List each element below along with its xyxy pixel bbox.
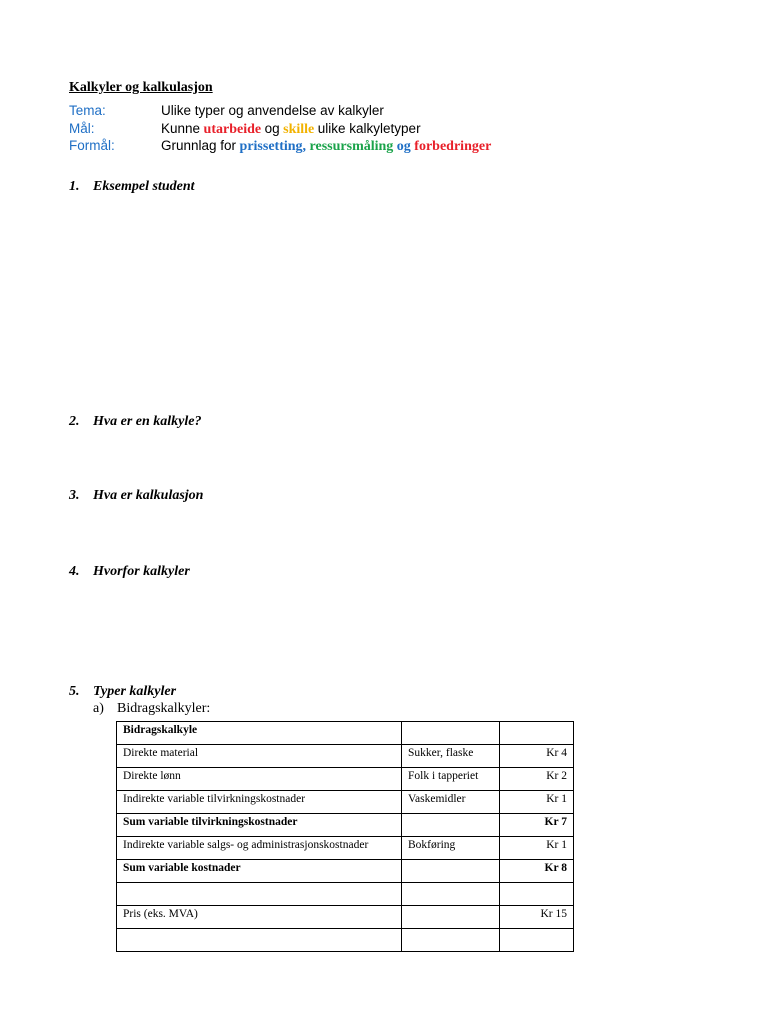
table-cell-label: Direkte material [117, 745, 402, 768]
section-4 [69, 564, 190, 580]
maal-word-skille: skille [283, 122, 315, 137]
section-1-title: Eksempel student [93, 179, 195, 194]
subsection-a [93, 701, 210, 717]
formaal-word-prissetting: prissetting, [239, 139, 307, 154]
maal-og: og [264, 121, 280, 136]
section-4-number: 4. [69, 564, 80, 579]
section-3-title: Hva er kalkulasjon [93, 488, 204, 503]
section-2 [69, 414, 201, 430]
table-cell-label [117, 837, 402, 860]
table-cell-example: Sukker, flaske [402, 745, 500, 768]
section-1 [69, 179, 195, 195]
table-cell-amount [500, 722, 574, 745]
formaal-word-ressursmaaling: ressursmåling [309, 139, 394, 154]
table-cell-amount: Kr 1 [500, 791, 574, 814]
section-1-number: 1. [69, 179, 80, 194]
subsection-a-title: Bidragskalkyler: [117, 701, 211, 716]
formaal-label: Formål: [69, 138, 115, 153]
section-2-number: 2. [69, 414, 80, 429]
table-row [117, 814, 574, 837]
table-cell-example [402, 722, 500, 745]
table-cell-example [402, 883, 500, 906]
table-row [117, 745, 574, 768]
tema-value [161, 103, 384, 120]
table-cell-label: Indirekte variable tilvirkningskostnader [117, 791, 402, 814]
table-row [117, 837, 574, 860]
subsection-a-number: a) [93, 701, 104, 716]
table-cell-amount: Kr 4 [500, 745, 574, 768]
table-cell-amount: Kr 7 [500, 814, 574, 837]
table-row [117, 722, 574, 745]
table-cell-label [117, 883, 402, 906]
table-cell-label [117, 929, 402, 952]
table-row [117, 791, 574, 814]
table-cell-label-text: Indirekte variable salgs- og administrasjonskostnader [123, 839, 369, 851]
formaal-prefix: Grunnlag for [161, 138, 237, 153]
table-cell-example [402, 814, 500, 837]
table-cell-label: Pris (eks. MVA) [117, 906, 402, 929]
table-cell-example: Bokføring [402, 837, 500, 860]
maal-suffix: ulike kalkyletyper [317, 121, 421, 136]
bidragskalkyle-table [116, 721, 574, 952]
table-cell-amount [500, 883, 574, 906]
table-cell-example: Folk i tapperiet [402, 768, 500, 791]
table-cell-example [402, 860, 500, 883]
table-cell-amount: Kr 8 [500, 860, 574, 883]
table-row [117, 768, 574, 791]
maal-label: Mål: [69, 121, 95, 136]
section-5 [69, 684, 176, 700]
table-cell-label: Bidragskalkyle [117, 722, 402, 745]
section-3-number: 3. [69, 488, 80, 503]
table-row [117, 929, 574, 952]
table-cell-label: Direkte lønn [117, 768, 402, 791]
maal-prefix: Kunne [161, 121, 201, 136]
document-title: Kalkyler og kalkulasjon [69, 80, 213, 95]
table-cell-amount: Kr 2 [500, 768, 574, 791]
formaal-word-forbedringer: forbedringer [414, 139, 492, 154]
section-3 [69, 488, 203, 504]
table-cell-label: Sum variable tilvirkningskostnader [117, 814, 402, 837]
maal-word-utarbeide: utarbeide [203, 122, 262, 137]
section-5-number: 5. [69, 684, 80, 699]
tema-label: Tema: [69, 103, 106, 118]
table-cell-amount: Kr 15 [500, 906, 574, 929]
section-2-title: Hva er en kalkyle? [93, 414, 202, 429]
table-cell-label: Sum variable kostnader [117, 860, 402, 883]
table-row [117, 883, 574, 906]
formaal-og: og [396, 139, 411, 154]
table-cell-example [402, 906, 500, 929]
section-4-title: Hvorfor kalkyler [93, 564, 190, 579]
table-row [117, 860, 574, 883]
table-row [117, 906, 574, 929]
table-cell-example [402, 929, 500, 952]
formaal-value [161, 138, 491, 155]
table-cell-example: Vaskemidler [402, 791, 500, 814]
tema-text: Ulike typer og anvendelse av kalkyler [161, 103, 384, 118]
maal-value [161, 121, 421, 138]
table-cell-amount [500, 929, 574, 952]
section-5-title: Typer kalkyler [93, 684, 177, 699]
table-cell-amount: Kr 1 [500, 837, 574, 860]
